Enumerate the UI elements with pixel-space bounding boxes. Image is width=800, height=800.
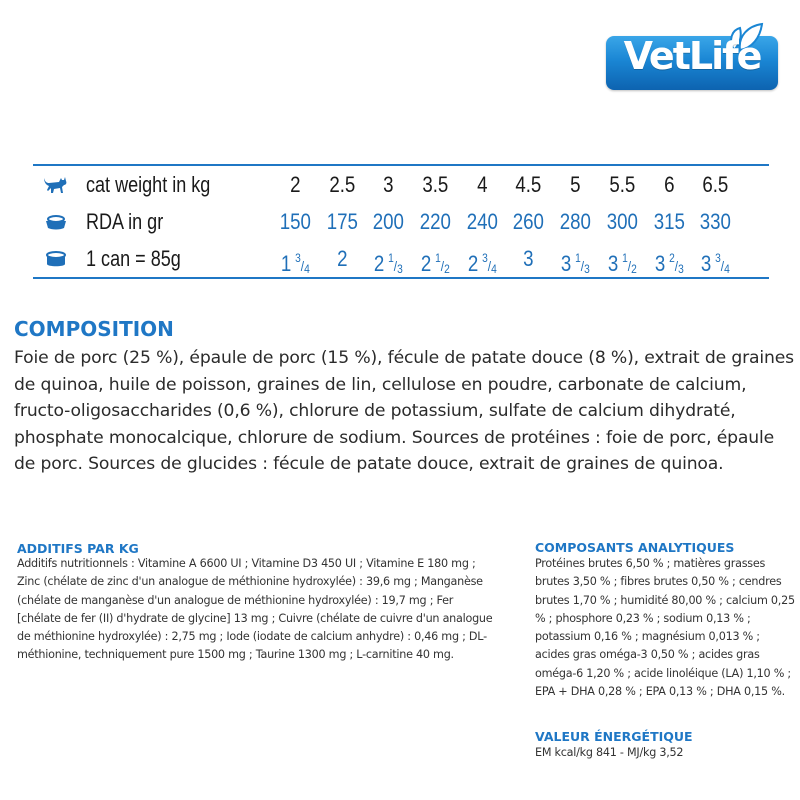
bowl-icon — [43, 211, 69, 233]
table-cell: 2 $^1/_2$ — [420, 251, 450, 276]
table-cell: 330 — [699, 209, 732, 234]
table-cell: 2 — [336, 246, 348, 271]
additifs-text: Additifs nutritionnels : Vitamine A 6600 UI ; Vitamine D3 450 UI ; Vitamine E 180 mg ; Zinc (chélate de zinc d'un analogue de méthionine hydroxylée) : 39,6 mg ; Manganèse (chélate de manganèse d'un analogue de méthionine hydroxylée) : 19,7 mg ; Fer [chélate de fer (II) d'hydrate de glycine] 13 mg ; Cuivre (chélate de cuivre d'un analogue de méthionine hydroxylée) : 2,75 mg ; Iode (iodate de calcium anhydre) : 0,46 mg ; DL-méthionine, techniquement pure 1500 mg ; Taurine 1300 mg ; L-carnitine 40 mg. — [17, 557, 493, 662]
row-values — [272, 240, 739, 277]
table-cell: 3 — [383, 172, 394, 197]
table-cell: 4.5 — [515, 172, 542, 197]
table-cell: 1 $^3/_4$ — [280, 251, 310, 276]
table-cell: 6 — [663, 172, 675, 197]
table-cell: 200 — [373, 209, 405, 234]
row-label: 1 can = 85g — [86, 245, 181, 271]
table-row-cat-weight — [33, 166, 769, 203]
table-row-can — [33, 240, 769, 277]
table-cell: 2 $^3/_4$ — [467, 251, 497, 276]
can-icon — [43, 248, 69, 270]
table-cell: 220 — [419, 209, 452, 234]
energy-text: EM kcal/kg 841 - MJ/kg 3,52 — [535, 746, 684, 759]
feeding-table — [33, 164, 769, 279]
table-cell: 2.5 — [329, 172, 356, 197]
additifs-heading: ADDITIFS PAR KG — [17, 541, 139, 556]
analytical-text: Protéines brutes 6,50 % ; matières grasses brutes 3,50 % ; fibres brutes 0,50 % ; cendres brutes 1,70 % ; humidité 80,00 % ; calcium 0,25 % ; phosphore 0,23 % ; sodium 0,13 % ; potassium 0,16 % ; magnésium 0,013 % ; acides gras oméga-3 0,50 % ; acides gras oméga-6 1,20 % ; acide linoléique (LA) 1,10 % ; EPA + DHA 0,28 % ; EPA 0,13 % ; DHA 0,15 %. — [535, 557, 795, 699]
table-cell: 315 — [653, 209, 685, 234]
row-label: RDA in gr — [86, 208, 164, 234]
table-cell: 2 $^1/_3$ — [374, 251, 404, 276]
table-cell: 5 — [570, 172, 581, 197]
table-row-rda — [33, 203, 769, 240]
table-cell: 280 — [559, 209, 592, 234]
table-cell: 6.5 — [702, 172, 729, 197]
table-cell: 3.5 — [422, 172, 449, 197]
table-cell: 3 $^3/_4$ — [701, 251, 730, 276]
table-cell: 300 — [606, 209, 638, 234]
cat-icon — [43, 174, 69, 196]
composition-text: Foie de porc (25 %), épaule de porc (15 %), fécule de patate douce (8 %), extrait de graines de quinoa, huile de poisson, graines de lin, cellulose en poudre, carbonate de calcium, fructo-oligosaccharides (0,6 %), chlorure de potassium, sulfate de calcium dihydraté, phosphate monocalcique, chlorure de sodium. Sources de protéines : foie de porc, épaule de porc. Sources de glucides : fécule de patate douce, extrait de graines de quinoa. — [14, 348, 794, 475]
table-cell: 175 — [326, 209, 358, 234]
row-values — [272, 166, 739, 203]
energy-heading: VALEUR ÉNERGÉTIQUE — [535, 729, 693, 744]
table-cell: 260 — [513, 209, 545, 234]
composition-heading: COMPOSITION — [14, 317, 174, 341]
table-cell: 3 $^2/_3$ — [654, 251, 684, 276]
table-cell: 240 — [466, 209, 498, 234]
logo-text: VetLife — [623, 34, 761, 78]
table-cell: 5.5 — [609, 172, 636, 197]
row-values — [272, 203, 739, 240]
table-cell: 150 — [279, 209, 311, 234]
table-cell: 3 $^1/_3$ — [561, 251, 590, 276]
table-cell: 2 — [290, 172, 301, 197]
table-cell: 3 — [523, 246, 534, 271]
vetlife-logo — [606, 22, 778, 90]
table-cell: 4 — [476, 172, 488, 197]
analytical-heading: COMPOSANTS ANALYTIQUES — [535, 540, 735, 555]
table-cell: 3 $^1/_2$ — [607, 251, 637, 276]
row-label: cat weight in kg — [86, 171, 211, 197]
table-bottom-rule — [33, 277, 769, 279]
